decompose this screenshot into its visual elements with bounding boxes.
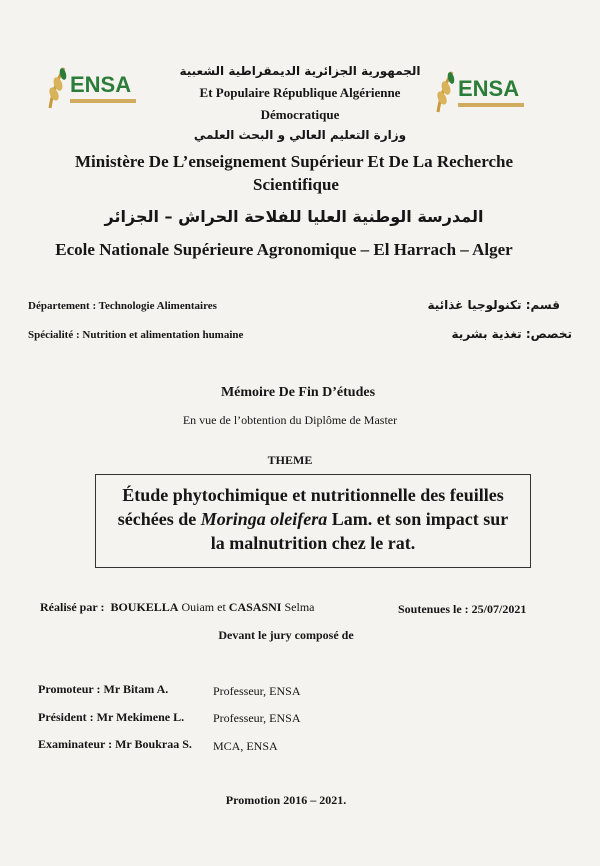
arabic-ministry: وزارة التعليم العالي و البحث العلمي — [193, 128, 407, 142]
jury-title: Professeur, ENSA — [213, 684, 301, 698]
theme-line2-post: Lam. et son impact sur — [327, 509, 509, 529]
ministry-line2: Scientifique — [253, 175, 339, 194]
memoire-subtitle: En vue de l’obtention du Diplôme de Master — [182, 413, 398, 427]
theme-line2 — [96, 507, 530, 531]
theme-line2-pre: séchées de — [117, 509, 201, 529]
department-ar: قسم: تكنولوجيا غذائية — [427, 298, 560, 312]
theme-box — [95, 474, 531, 568]
arabic-republic: الجمهورية الجزائرية الديمقراطية الشعبية — [179, 64, 421, 78]
department-fr: Département : Technologie Alimentaires — [28, 300, 217, 312]
ministry-line1: Ministère De L’enseignement Supérieur Et De La Recherche — [75, 152, 513, 171]
theme-species: Moringa oleifera — [200, 509, 328, 529]
logo-text: ENSA — [458, 76, 520, 101]
author2-last: CASASNI — [228, 600, 282, 614]
authors-line — [40, 600, 314, 615]
defense-date: Soutenues le : 25/07/2021 — [398, 602, 527, 616]
authors-label: Réalisé par : — [40, 600, 105, 614]
jury-role: Examinateur : Mr Boukraa S. — [38, 737, 192, 751]
jury-title: Professeur, ENSA — [213, 711, 301, 725]
memoire-title: Mémoire De Fin D’études — [220, 385, 376, 400]
jury-role: Président : Mr Mekimene L. — [38, 710, 185, 724]
author1-first: Ouiam — [181, 600, 215, 614]
logo-text: ENSA — [70, 72, 132, 97]
theme-line3: la malnutrition chez le rat. — [210, 533, 416, 553]
author2-first: Selma — [284, 600, 315, 614]
theme-line1: Étude phytochimique et nutritionnelle des feuilles — [122, 485, 504, 505]
jury-heading: Devant le jury composé de — [218, 628, 354, 642]
school-name: Ecole Nationale Supérieure Agronomique – El Harrach – Alger — [55, 240, 513, 259]
theme-label: THEME — [267, 453, 313, 467]
specialty-ar: تخصص: تغذية بشرية — [451, 327, 572, 341]
authors-connector: et — [217, 600, 226, 614]
republic-line1: Et Populaire République Algérienne — [199, 85, 401, 100]
arabic-school: المدرسة الوطنية العليا للفلاحة الحراش – الجزائر — [104, 207, 484, 226]
specialty-fr: Spécialité : Nutrition et alimentation humaine — [28, 329, 244, 341]
jury-role: Promoteur : Mr Bitam A. — [38, 682, 169, 696]
promotion: Promotion 2016 – 2021. — [225, 793, 347, 807]
republic-line2: Démocratique — [260, 107, 340, 122]
author1-last: BOUKELLA — [110, 600, 179, 614]
jury-title: MCA, ENSA — [213, 739, 278, 753]
